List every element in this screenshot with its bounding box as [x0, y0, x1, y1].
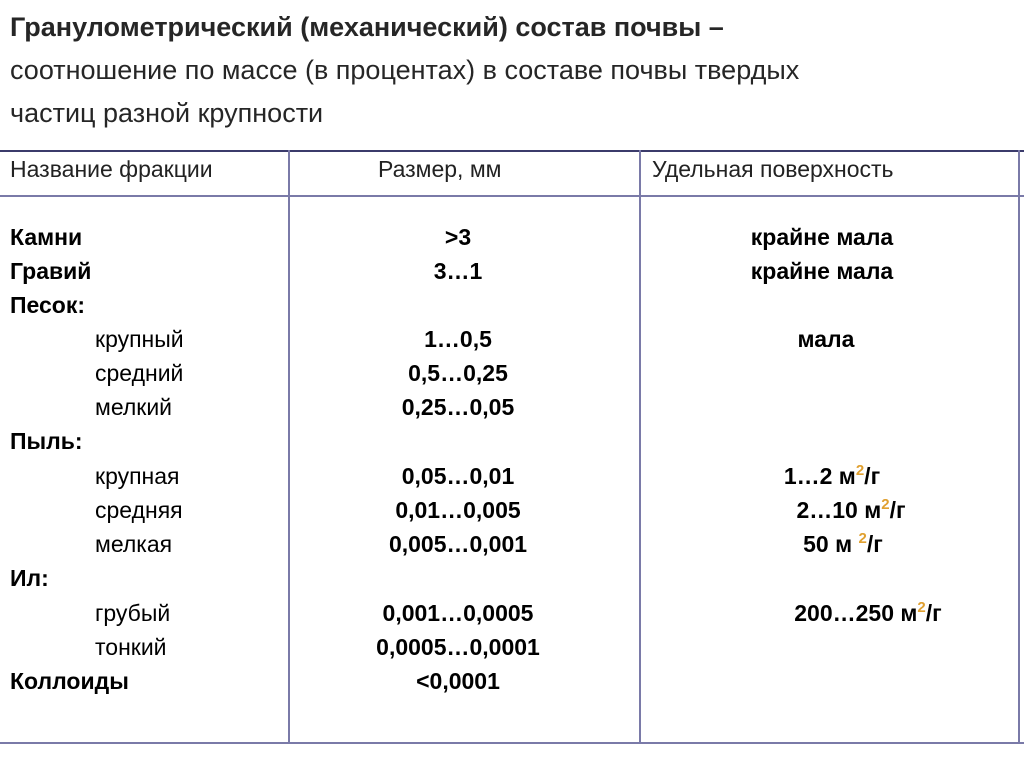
row-surface: крайне мала	[750, 258, 894, 284]
table-top-border	[0, 150, 1024, 152]
row-name: Песок:	[10, 292, 86, 318]
row-name: крупный	[95, 326, 184, 352]
superscript-squared: 2	[917, 599, 926, 616]
header-surface: Удельная поверхность	[652, 156, 894, 182]
row-name: Ил:	[10, 565, 49, 591]
row-name: мелкий	[95, 394, 173, 420]
title-definition-line-1: соотношение по массе (в процентах) в составе почвы твердых	[10, 55, 800, 85]
row-surface: 200…250 $м^2/г$	[794, 599, 942, 626]
table-bottom-border	[0, 742, 1024, 744]
title-definition-line-2: частиц разной крупности	[10, 98, 324, 128]
row-name: Камни	[10, 224, 83, 250]
table-divider-2	[639, 150, 641, 744]
row-name: Коллоиды	[10, 668, 129, 694]
superscript-squared: 2	[858, 530, 867, 547]
row-name: мелкая	[95, 531, 173, 557]
superscript-squared: 2	[855, 462, 865, 479]
row-size: <0,0001	[416, 668, 500, 694]
row-size: 0,0005…0,0001	[376, 634, 540, 660]
table-divider-1	[288, 150, 290, 744]
row-surface: 50 м $^2$/г	[803, 530, 883, 557]
row-size: 0,25…0,05	[401, 394, 515, 420]
row-name: тонкий	[95, 634, 167, 660]
table-header-border	[0, 195, 1024, 197]
slide-title	[10, 6, 1015, 135]
row-name: грубый	[95, 600, 171, 626]
row-size: 3…1	[433, 258, 483, 284]
row-surface: 2…10 $м^2/г$	[796, 496, 906, 523]
table-right-border	[1018, 150, 1020, 744]
fraction-table	[0, 150, 1024, 745]
row-size: 1…0,5	[424, 326, 492, 352]
row-name: средняя	[95, 497, 183, 523]
row-surface: 1…2 $м^2/г$	[783, 462, 881, 489]
row-size: 0,01…0,005	[395, 497, 521, 523]
row-name: Гравий	[10, 258, 92, 284]
row-surface: мала	[797, 326, 855, 352]
header-size: Размер, мм	[378, 156, 502, 182]
row-size: 0,005…0,001	[388, 531, 528, 557]
header-fraction-name: Название фракции	[10, 156, 213, 182]
title-dash: –	[701, 12, 724, 42]
row-size: 0,5…0,25	[408, 360, 508, 386]
row-size: 0,05…0,01	[401, 463, 515, 489]
row-name: средний	[95, 360, 184, 386]
superscript-squared: 2	[881, 496, 890, 513]
row-name: крупная	[95, 463, 180, 489]
row-surface: крайне мала	[750, 224, 894, 250]
row-size: 0,001…0,0005	[382, 600, 534, 626]
row-size: >3	[444, 224, 472, 250]
title-heading: Гранулометрический (механический) состав почвы	[10, 12, 702, 42]
row-name: Пыль:	[10, 428, 83, 454]
